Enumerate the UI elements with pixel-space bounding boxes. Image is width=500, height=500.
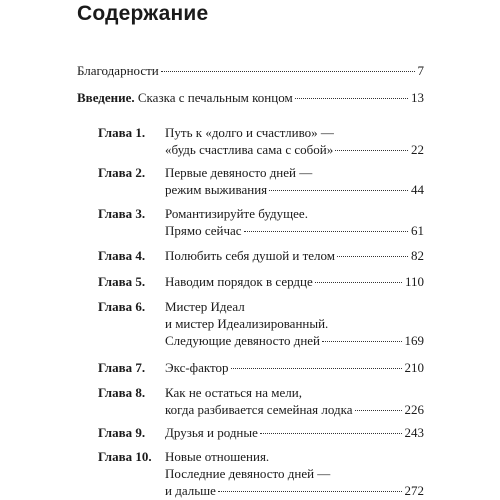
dot-leader [260, 433, 402, 434]
toc-page-number: 82 [411, 248, 424, 263]
toc-chapter-entry [98, 164, 424, 198]
chapter-title-line: режим выживания [165, 182, 268, 197]
chapter-number: Глава 1. [98, 125, 146, 140]
dot-leader [231, 368, 402, 369]
chapter-title-line: Полюбить себя душой и телом [165, 248, 336, 263]
chapter-number: Глава 10. [98, 449, 152, 464]
dot-leader [355, 410, 402, 411]
dot-leader [244, 231, 408, 232]
toc-page-number: 61 [411, 223, 424, 238]
chapter-title-line: Следующие девяносто дней [165, 333, 321, 348]
chapter-title-line: Друзья и родные [165, 425, 258, 440]
toc-chapter-entry [98, 205, 424, 239]
chapter-title-line: и дальше [165, 483, 216, 498]
toc-entry-label: Сказка с печальным концом [137, 90, 293, 105]
toc-page-number: 226 [404, 402, 424, 417]
chapter-title-line: Первые девяносто дней — [165, 165, 313, 180]
chapter-title-line: и мистер Идеализированный. [165, 316, 329, 331]
toc-chapter-entry [98, 298, 424, 349]
toc-chapter-entry [98, 359, 424, 376]
chapter-title-line: Прямо сейчас [165, 223, 242, 238]
dot-leader [322, 341, 401, 342]
toc-chapter-entry [98, 424, 424, 441]
toc-page-number: 243 [404, 425, 424, 440]
chapter-number: Глава 8. [98, 385, 146, 400]
dot-leader [295, 98, 408, 99]
chapter-number: Глава 7. [98, 360, 146, 375]
toc-page-number: 22 [411, 142, 424, 157]
dot-leader [315, 282, 402, 283]
toc-chapter-entry [98, 273, 424, 290]
toc-page-number: 13 [411, 90, 424, 105]
chapter-title-line: Последние девяносто дней — [165, 466, 331, 481]
page-title: Содержание [77, 2, 209, 25]
chapter-title-line: Романтизируйте будущее. [165, 206, 308, 221]
toc-entry-acknowledgements [77, 62, 424, 79]
dot-leader [335, 150, 408, 151]
toc-entry-label: Благодарности [77, 63, 159, 78]
toc-page-number: 169 [404, 333, 424, 348]
dot-leader [337, 256, 408, 257]
chapter-title-line: Экс-фактор [165, 360, 229, 375]
toc-page-number: 7 [417, 63, 424, 78]
chapter-number: Глава 6. [98, 299, 146, 314]
chapter-number: Глава 4. [98, 248, 146, 263]
chapter-title-line: Путь к «долго и счастливо» — [165, 125, 334, 140]
toc-page-number: 110 [404, 274, 424, 289]
dot-leader [161, 71, 415, 72]
chapter-title-line: Как не остаться на мели, [165, 385, 302, 400]
toc-entry-introduction [77, 89, 424, 106]
dot-leader [269, 190, 408, 191]
chapter-title-line: Наводим порядок в сердце [165, 274, 313, 289]
chapter-number: Глава 5. [98, 274, 146, 289]
toc-page-number: 44 [411, 182, 424, 197]
toc-chapter-entry [98, 124, 424, 158]
chapter-number: Глава 9. [98, 425, 146, 440]
chapter-number: Глава 2. [98, 165, 146, 180]
chapter-title-line: Мистер Идеал [165, 299, 245, 314]
toc-entry-label-bold: Введение. [77, 90, 135, 105]
chapter-number: Глава 3. [98, 206, 146, 221]
chapter-title-line: Новые отношения. [165, 449, 270, 464]
toc-chapter-entry [98, 384, 424, 418]
toc-chapter-entry [98, 247, 424, 264]
chapter-title-line: когда разбивается семейная лодка [165, 402, 353, 417]
toc-page-number: 272 [404, 483, 424, 498]
chapter-title-line: «будь счастлива сама с собой» [165, 142, 334, 157]
dot-leader [218, 491, 402, 492]
toc-chapter-entry [98, 448, 424, 499]
toc-page-number: 210 [404, 360, 424, 375]
